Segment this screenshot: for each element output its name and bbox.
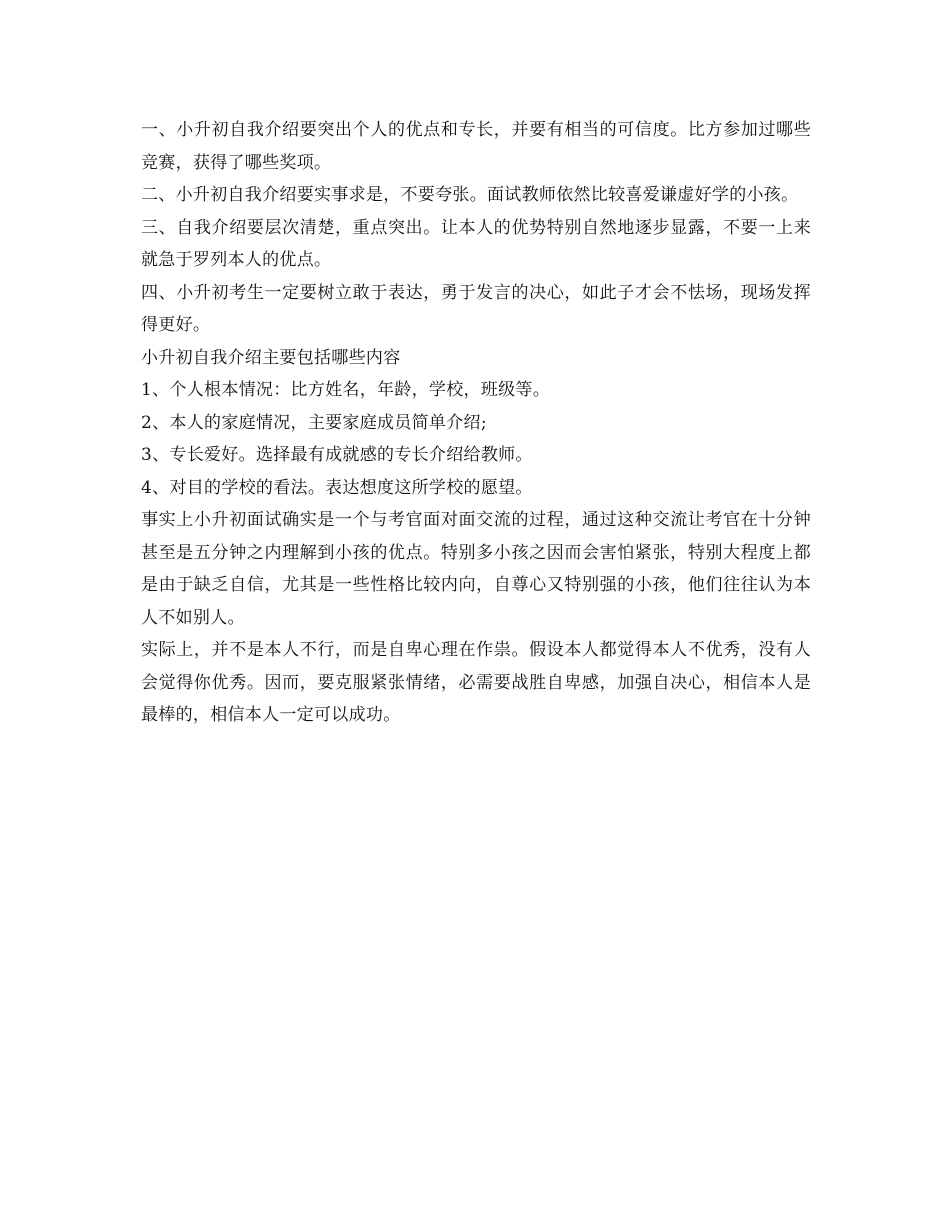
list-item-2: 2、本人的家庭情况，主要家庭成员简单介绍;	[141, 412, 487, 433]
paragraph-body-2: 实际上，并不是本人不行，而是自卑心理在作祟。假设本人都觉得本人不优秀，没有人会觉得你优秀。因而，要克服紧张情绪，必需要战胜自卑感，加强自决心，相信本人是最棒的，相信本人一定可以成功。	[141, 640, 811, 725]
document-body	[141, 114, 811, 732]
paragraph-body-1: 事实上小升初面试确实是一个与考官面对面交流的过程，通过这种交流让考官在十分钟甚至是五分钟之内理解到小孩的优点。特别多小孩之因而会害怕紧张，特别大程度上都是由于缺乏自信，尤其是一些性格比较内向，自尊心又特别强的小孩，他们往往认为本人不如别人。	[141, 510, 811, 628]
list-item-4: 4、对目的学校的看法。表达想度这所学校的愿望。	[141, 477, 533, 498]
section-heading: 小升初自我介绍主要包括哪些内容	[141, 347, 401, 368]
list-item-3: 3、专长爱好。选择最有成就感的专长介绍给教师。	[141, 445, 533, 465]
paragraph-tip-4: 四、小升初考生一定要树立敢于表达，勇于发言的决心，如此子才会不怯场，现场发挥得更好。	[141, 282, 811, 335]
list-item-1: 1、个人根本情况：比方姓名，年龄，学校，班级等。	[141, 380, 551, 400]
paragraph-tip-2: 二、小升初自我介绍要实事求是，不要夸张。面试教师依然比较喜爱谦虚好学的小孩。	[141, 185, 799, 205]
paragraph-tip-3: 三、自我介绍要层次清楚，重点突出。让本人的优势特别自然地逐步显露，不要一上来就急于罗列本人的优点。	[141, 217, 811, 270]
paragraph-tip-1: 一、小升初自我介绍要突出个人的优点和专长，并要有相当的可信度。比方参加过哪些竞赛，获得了哪些奖项。	[141, 120, 811, 173]
